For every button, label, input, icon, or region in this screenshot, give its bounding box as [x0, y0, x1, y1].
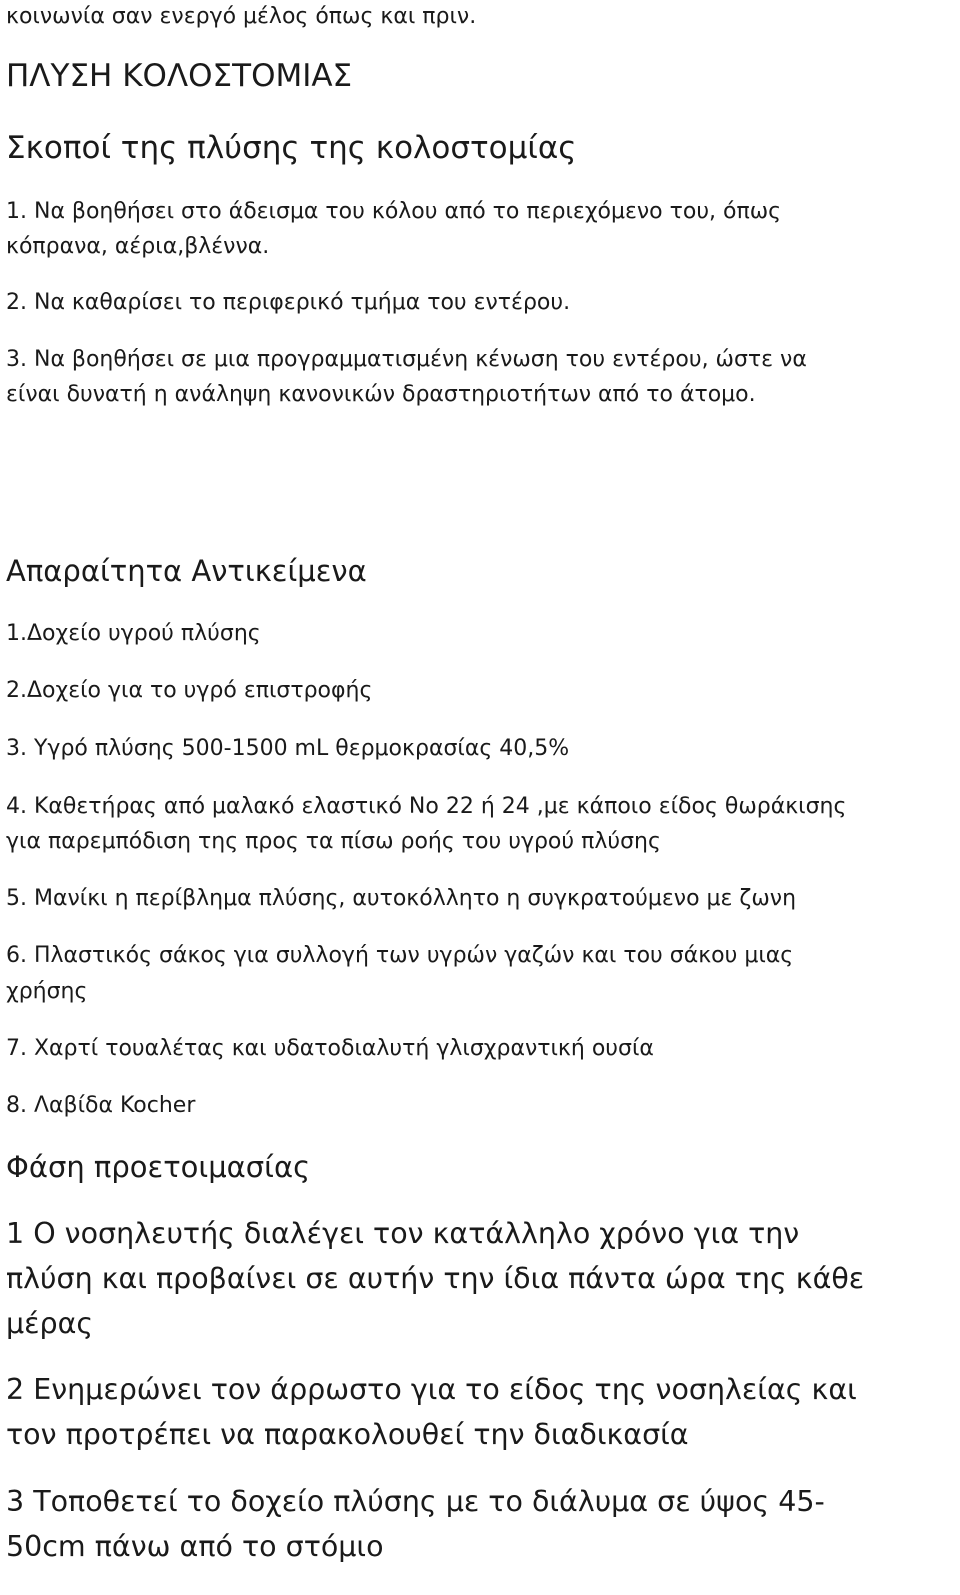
- goal-1-line-1: 1. Να βοηθήσει στο άδεισμα του κόλου από το περιεχόμενο του, όπως: [6, 199, 782, 224]
- supply-item-6-line-2: χρήσης: [6, 979, 88, 1004]
- goal-3-line-2: είναι δυνατή η ανάληψη κανονικών δραστηριοτήτων από το άτομο.: [6, 382, 756, 407]
- goal-2-line-1: 2. Να καθαρίσει το περιφερικό τμήμα του εντέρου.: [6, 290, 571, 315]
- prep-step-2-line-2: τον προτρέπει να παρακολουθεί την διαδικασία: [6, 1418, 689, 1451]
- supply-item-8: 8. Λαβίδα Kocher: [6, 1093, 196, 1118]
- goals-heading: Σκοποί της πλύσης της κολοστομίας: [6, 130, 577, 166]
- goal-1-line-2: κόπρανα, αέρια,βλέννα.: [6, 234, 270, 259]
- prep-step-2-line-1: 2 Ενημερώνει τον άρρωστο για το είδος της νοσηλείας και: [6, 1373, 857, 1406]
- prep-step-3-line-1: 3 Τοποθετεί το δοχείο πλύσης με το διάλυμα σε ύψος 45-: [6, 1485, 825, 1518]
- supply-item-3: 3. Υγρό πλύσης 500-1500 mL θερμοκρασίας 40,5%: [6, 736, 570, 761]
- supply-item-4-line-1: 4. Καθετήρας από μαλακό ελαστικό Νο 22 ή 24 ,με κάποιο είδος θωράκισης: [6, 794, 847, 819]
- supply-item-5: 5. Μανίκι η περίβλημα πλύσης, αυτοκόλλητο η συγκρατούμενο με ζωνη: [6, 886, 797, 911]
- supply-item-1: 1.Δοχείο υγρού πλύσης: [6, 621, 261, 646]
- supplies-heading: Απαραίτητα Αντικείμενα: [6, 554, 367, 588]
- supply-item-4-line-2: για παρεμπόδιση της προς τα πίσω ροής του υγρού πλύσης: [6, 829, 661, 854]
- prep-step-1-line-2: πλύση και προβαίνει σε αυτήν την ίδια πάντα ώρα της κάθε: [6, 1262, 865, 1295]
- supply-item-7: 7. Χαρτί τουαλέτας και υδατοδιαλυτή γλισχραντική ουσία: [6, 1036, 654, 1061]
- goal-3-line-1: 3. Να βοηθήσει σε μια προγραμματισμένη κένωση του εντέρου, ώστε να: [6, 347, 807, 372]
- prep-heading: Φάση προετοιμασίας: [6, 1150, 311, 1184]
- supply-item-6-line-1: 6. Πλαστικός σάκος για συλλογή των υγρών γαζών και του σάκου μιας: [6, 943, 794, 968]
- prep-step-1-line-1: 1 Ο νοσηλευτής διαλέγει τον κατάλληλο χρόνο για την: [6, 1217, 800, 1250]
- intro-tail-text: κοινωνία σαν ενεργό μέλος όπως και πριν.: [6, 4, 477, 29]
- prep-step-3-line-2: 50cm πάνω από το στόμιο: [6, 1530, 384, 1563]
- supply-item-2: 2.Δοχείο για το υγρό επιστροφής: [6, 678, 373, 703]
- main-title: ΠΛΥΣΗ ΚΟΛΟΣΤΟΜΙΑΣ: [6, 58, 353, 94]
- prep-step-1-line-3: μέρας: [6, 1307, 94, 1340]
